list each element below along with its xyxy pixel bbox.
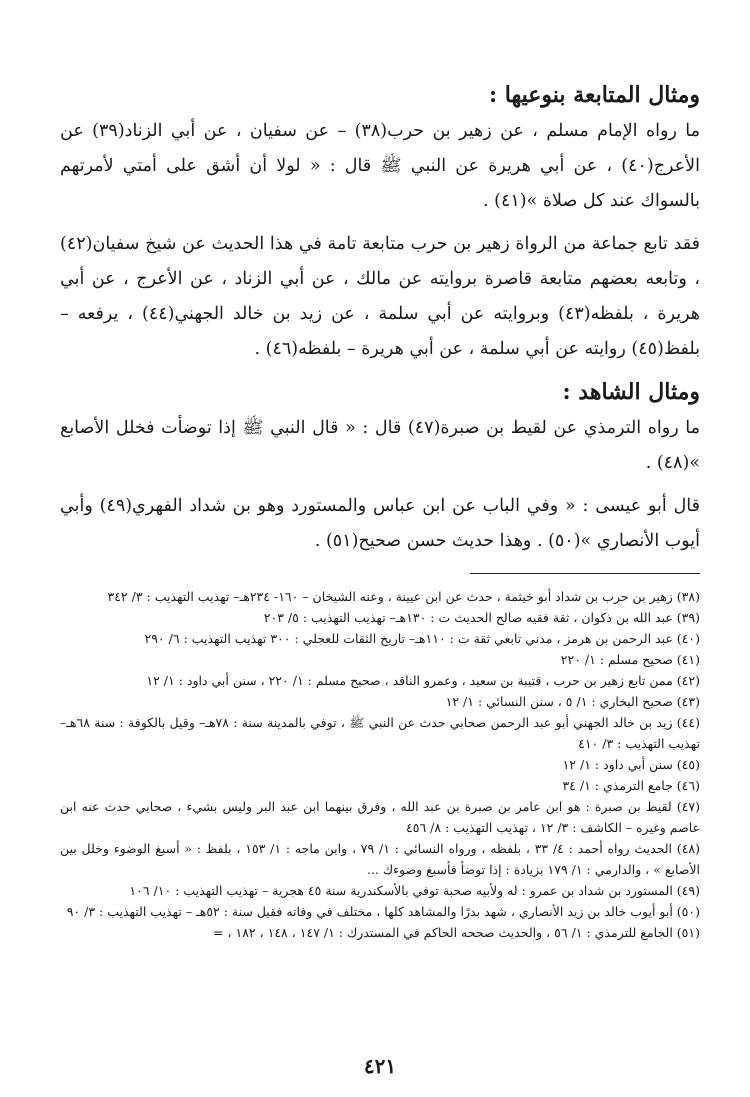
footnote-49: (٤٩) المستورد بن شداد بن عمرو : له ولأبيه صحبة توفي بالأسكندرية سنة ٤٥ هجرية – تهذيب التهذيب : ١٠/ ١٠٦ (129, 883, 700, 898)
footnote-39: (٣٩) عبد الله بن ذكوان ، ثقة فقيه صالح الحديث ت : ١٣٠هـ– تهذيب التهذيب : ٥/ ٢٠٣ (263, 610, 700, 625)
book-page (60, 70, 700, 1080)
footnote-47: (٤٧) لقيط بن صبرة : هو ابن عامر بن صبرة بن عبد الله ، وفرق بينهما ابن عبد البر وليس بشيء ، صحابي حدث عنه ابن عاصم وغيره – الكاشف : ٣/ ١٢ ، تهذيب التهذيب : ٨/ ٤٥٦ (60, 799, 700, 835)
page-number: ٤٢١ (363, 1054, 397, 1078)
paragraph-muslim-narration: ما رواه الإمام مسلم ، عن زهير بن حرب(٣٨) – عن سفيان ، عن أبي الزناد(٣٩) عن الأعرج(٤٠) ، عن أبي هريرة عن النبي ﷺ قال : « لولا أن أشق على أمتي لأمرتهم بالسواك عند كل صلاة »(٤١) . (60, 121, 701, 211)
footnote-38: (٣٨) زهير بن حرب بن شداد أبو خيثمة ، حدث عن ابن عيينة ، وعنه الشيخان – ١٦٠- ٢٣٤هـ– تهذيب التهذيب : ٣/ ٣٤٢ (107, 589, 700, 604)
footnote-separator (470, 573, 700, 574)
footnote-50: (٥٠) أبو أيوب خالد بن زيد الأنصاري ، شهد بدرًا والمشاهد كلها ، مختلف في وفاته فقيل سنة : ٥٢هـ – تهذيب التهذيب : ٣/ ٩٠ (66, 904, 700, 919)
footnote-44: (٤٤) زيد بن خالد الجهني أبو عبد الرحمن صحابي حدث عن النبي ﷺ ، توفي بالمدينة سنة : ٧٨هـ– وقيل بالكوفة : سنة ٦٨هـ– تهذيب التهذيب : ٣/ ٤١٠ (60, 715, 700, 751)
section-heading-shahid: ومثال الشاهد : (562, 379, 700, 405)
paragraph-abu-isa-quote: قال أبو عيسى : « وفي الباب عن ابن عباس والمستورد وهو بن شداد الفهري(٤٩) وأبي أيوب الأنصاري »(٥٠) . وهذا حديث حسن صحيح(٥١) . (60, 496, 700, 551)
footnote-46: (٤٦) جامع الترمذي : ١/ ٣٤ (562, 778, 700, 793)
footnote-43: (٤٣) صحيح البخاري : ١/ ٥ ، سنن النسائي : ١/ ١٢ (445, 694, 700, 709)
section-heading-mutabaa: ومثال المتابعة بنوعيها : (489, 82, 700, 108)
footnote-45: (٤٥) سنن أبي داود : ١/ ١٢ (562, 757, 700, 772)
paragraph-tirmidhi-narration: ما رواه الترمذي عن لقيط بن صبرة(٤٧) قال : « قال النبي ﷺ إذا توضأت فخلل الأصابع »(٤٨) . (60, 418, 701, 473)
footnote-42: (٤٢) ممن تابع زهير بن حرب ، قتيبة بن سعيد ، وعمرو الناقد ، صحيح مسلم : ١/ ٢٢٠ ، سنن أبي داود : ١/ ١٢ (146, 673, 700, 688)
footnote-40: (٤٠) عبد الرحمن بن هرمز ، مدني تابعي ثقة ت : ١١٠هـ– تاريخ الثقات للعجلي : ٣٠٠ تهذيب التهذيب : ٦/ ٢٩٠ (144, 631, 700, 646)
footnote-51: (٥١) الجامع للترمذي : ١/ ٥٦ ، والحديث صححه الحاكم في المستدرك : ١/ ١٤٧ ، ١٤٨ ، ١٨٢ ، = (213, 925, 700, 940)
paragraph-mutabaa-explanation: فقد تابع جماعة من الرواة زهير بن حرب متابعة تامة في هذا الحديث عن شيخ سفيان(٤٢) ، وتابعه بعضهم متابعة قاصرة بروايته عن مالك ، عن أبي الزناد ، عن الأعرج ، عن أبي هريرة ، بلفظه(٤٣) وبروايته عن أبي سلمة ، عن زيد بن خالد الجهني(٤٤) ، يرفعه – بلفظ(٤٥) روايته عن أبي سلمة ، عن أبي هريرة – بلفظه(٤٦) . (60, 234, 700, 359)
footnote-41: (٤١) صحيح مسلم : ١/ ٢٢٠ (560, 652, 700, 667)
footnotes (60, 586, 700, 943)
footnote-48: (٤٨) الحديث رواه أحمد : ٤/ ٣٣ ، بلفظه ، ورواه النسائي : ١/ ٧٩ ، وابن ماجه : ١/ ١٥٣ ، بلفظ : « أسبغ الوضوء وخلل بين الأصابع » ، والدارمي : ١/ ١٧٩ بزيادة : إذا توضأ فأسبغ وضوءك ... (60, 841, 701, 877)
